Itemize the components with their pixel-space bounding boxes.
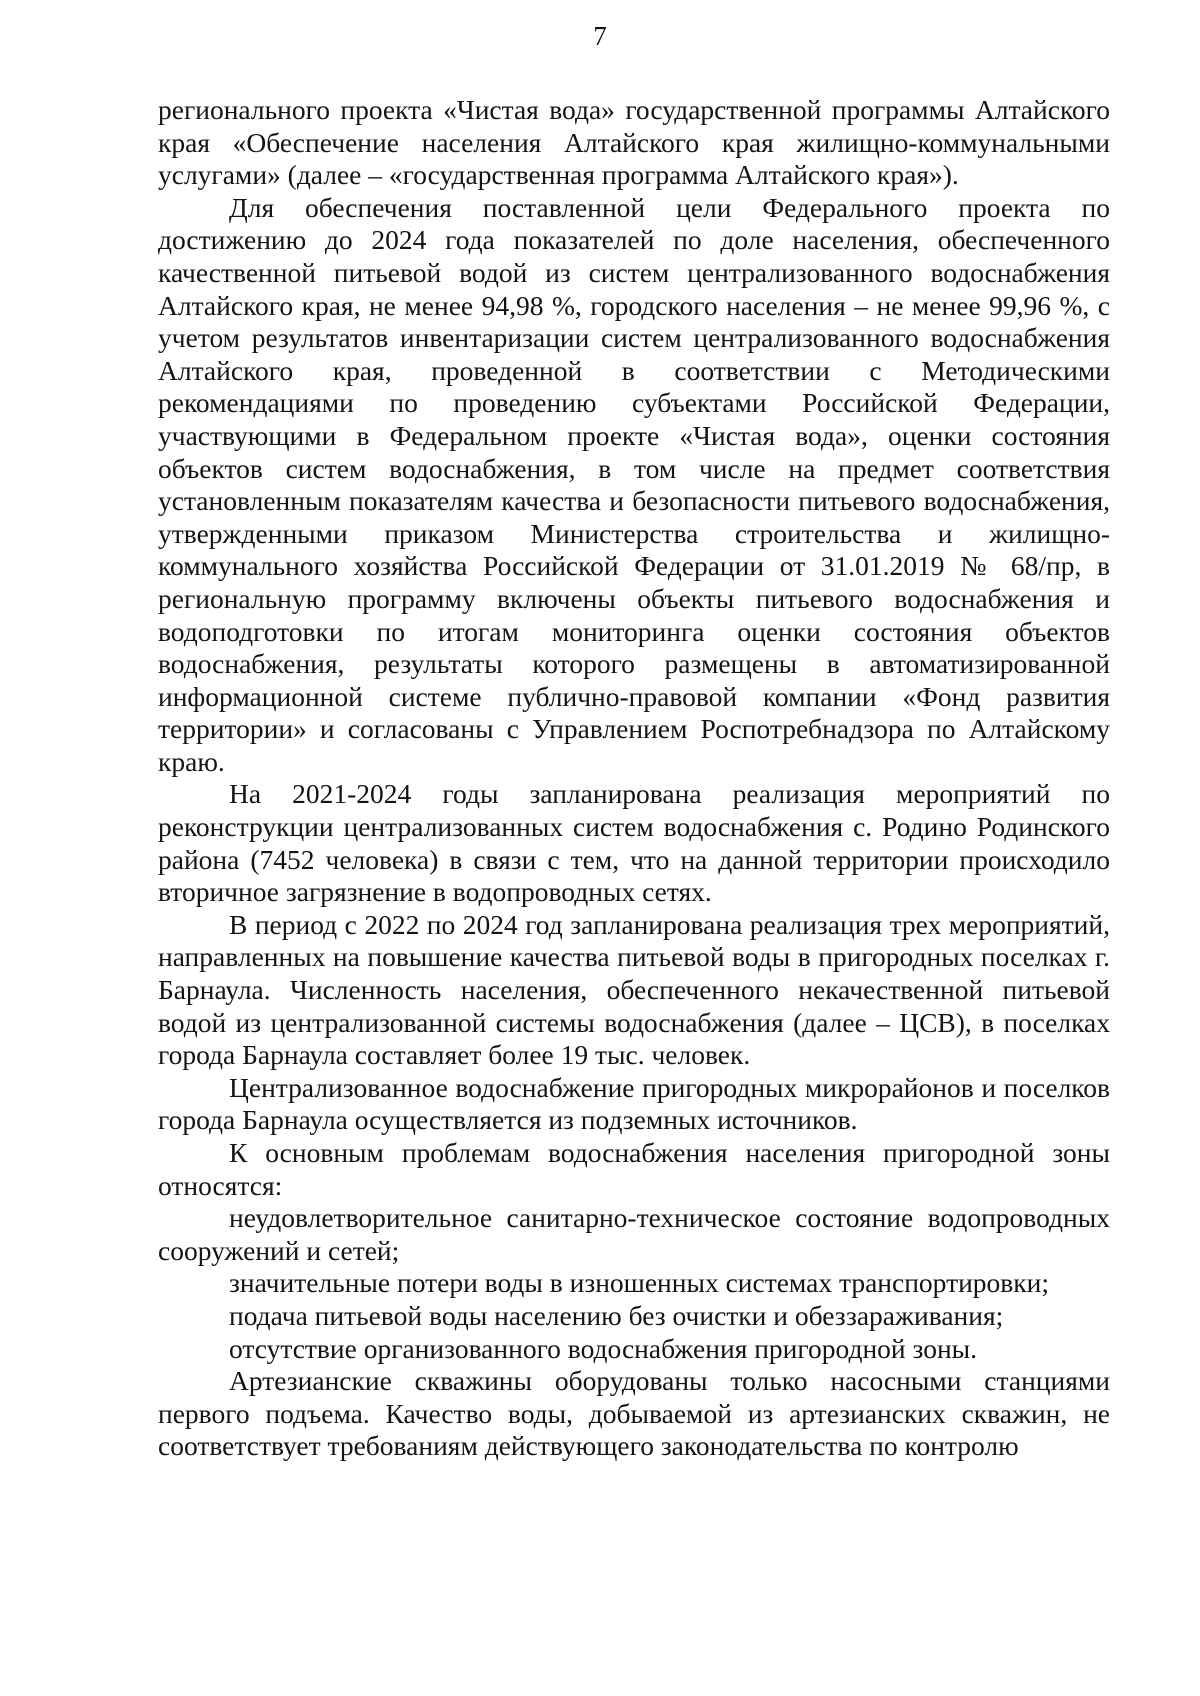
paragraph-problems-intro: К основным проблемам водоснабжения населения пригородной зоны относятся: — [158, 1137, 1110, 1201]
paragraph-federal-project: Для обеспечения поставленной цели Федерального проекта по достижению до 2024 года показателей по доле населения, обеспеченного качественной питьевой водой из систем централизованного водоснабжения Алтайского края, не менее 94,98 %, городского населения – не менее 99,96 %, с учетом результатов инвентаризации систем централизованного водоснабжения Алтайского края, проведенной в соответствии с Методическими рекомендациями по проведению субъектами Российской Федерации, участвующими в Федеральном проекте «Чистая вода», оценки состояния объектов систем водоснабжения, в том числе на предмет соответствия установленным показателям качества и безопасности питьевого водоснабжения, утвержденными приказом Министерства строительства и жилищно-коммунального хозяйства Российской Федерации от 31.01.2019 № 68/пр, в региональную программу включены объекты питьевого водоснабжения и водоподготовки по итогам мониторинга оценки состояния объектов водоснабжения, результаты которого размещены в автоматизированной информационной системе публично-правовой компании «Фонд развития территории» и согласованы с Управлением Роспотребнадзора по Алтайскому краю. — [158, 191, 1110, 777]
list-item: отсутствие организованного водоснабжения пригородной зоны. — [229, 1332, 978, 1364]
list-item: неудовлетворительное санитарно-техническое состояние водопроводных сооружений и сетей; — [158, 1202, 1110, 1266]
list-item: значительные потери воды в изношенных системах транспортировки; — [229, 1267, 1050, 1299]
paragraph-water-supply-sources: Централизованное водоснабжение пригородных микрорайонов и поселков города Барнаула осуществляется из подземных источников. — [158, 1071, 1110, 1136]
paragraph-rodino: На 2021-2024 годы запланирована реализация мероприятий по реконструкции централизованных систем водоснабжения с. Родино Родинского района (7452 человека) в связи с тем, что на данной территории происходило вторичное загрязнение в водопроводных сетях. — [158, 778, 1110, 908]
page-number: 7 — [593, 21, 607, 51]
list-item: подача питьевой воды населению без очистки и обеззараживания; — [229, 1299, 1004, 1331]
paragraph-barnaul-measures: В период с 2022 по 2024 год запланирована реализация трех мероприятий, направленных на повышение качества питьевой воды в пригородных поселках г. Барнаула. Численность населения, обеспеченного некачественной питьевой водой из централизованной системы водоснабжения (далее – ЦСВ), в поселках города Барнаула составляет более 19 тыс. человек. — [158, 908, 1110, 1071]
paragraph-artesian-wells: Артезианские скважины оборудованы только насосными станциями первого подъема. Качество воды, добываемой из артезианских скважин, не соответствует требованиям действующего законодательства по контролю — [158, 1365, 1110, 1462]
paragraph-continuation: регионального проекта «Чистая вода» государственной программы Алтайского края «Обеспечение населения Алтайского края жилищно-коммунальными услугами» (далее – «государственная программа Алтайского края»). — [158, 94, 1110, 191]
document-body — [158, 94, 1110, 1463]
